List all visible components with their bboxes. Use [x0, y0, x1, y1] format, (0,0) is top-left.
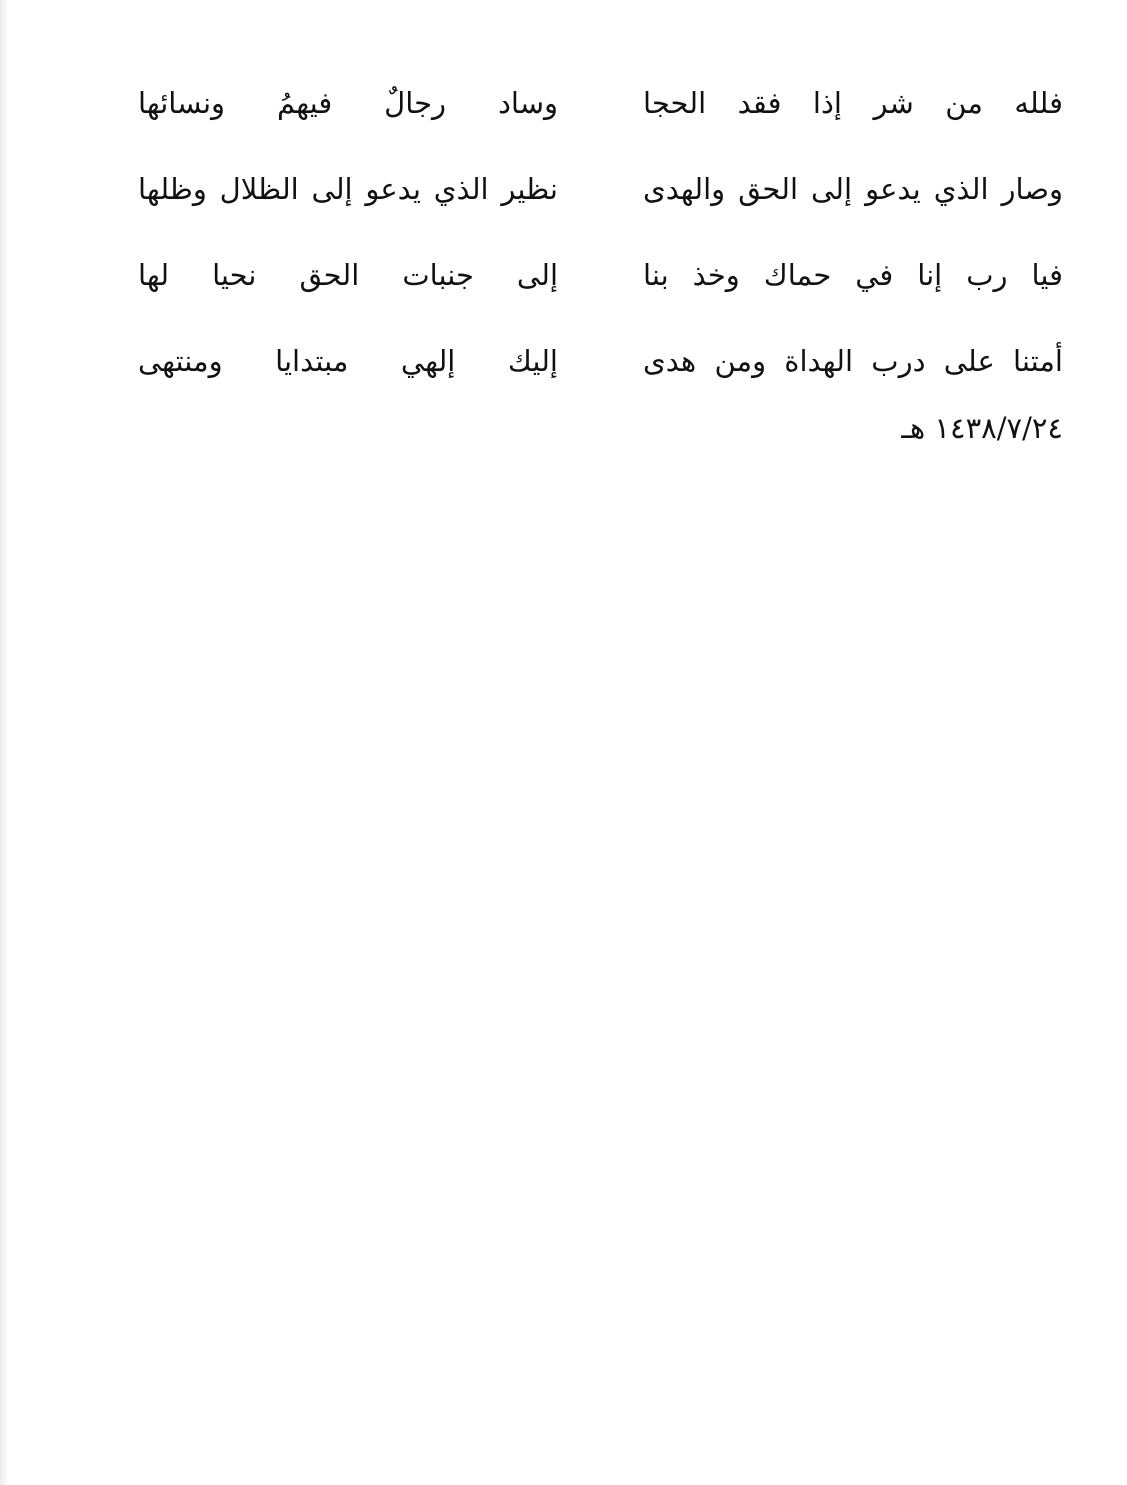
- hijri-date: ١٤٣٨/٧/٢٤ هـ: [901, 411, 1063, 445]
- poem-body: [138, 60, 1063, 448]
- verse-first-hemistich: فلله من شر إذا فقد الحجا: [643, 86, 1063, 120]
- verse-first-hemistich: فيا رب إنا في حماك وخذ بنا: [643, 258, 1063, 292]
- verse-line: [138, 60, 1063, 146]
- verse-line: [138, 146, 1063, 232]
- verse-second-hemistich: إلى جنبات الحق نحيا لها: [138, 258, 558, 292]
- verse-line: [138, 318, 1063, 404]
- verse-first-hemistich: وصار الذي يدعو إلى الحق والهدى: [643, 172, 1063, 206]
- verse-second-hemistich: إليك إلهي مبتدايا ومنتهى: [138, 344, 558, 378]
- verse-second-hemistich: نظير الذي يدعو إلى الظلال وظلها: [138, 172, 558, 206]
- verse-line: [138, 232, 1063, 318]
- page-edge-shadow: [0, 0, 9, 1485]
- verse-first-hemistich: أمتنا على درب الهداة ومن هدى: [643, 344, 1063, 378]
- verse-second-hemistich: وساد رجالٌ فيهمُ ونسائها: [138, 86, 558, 120]
